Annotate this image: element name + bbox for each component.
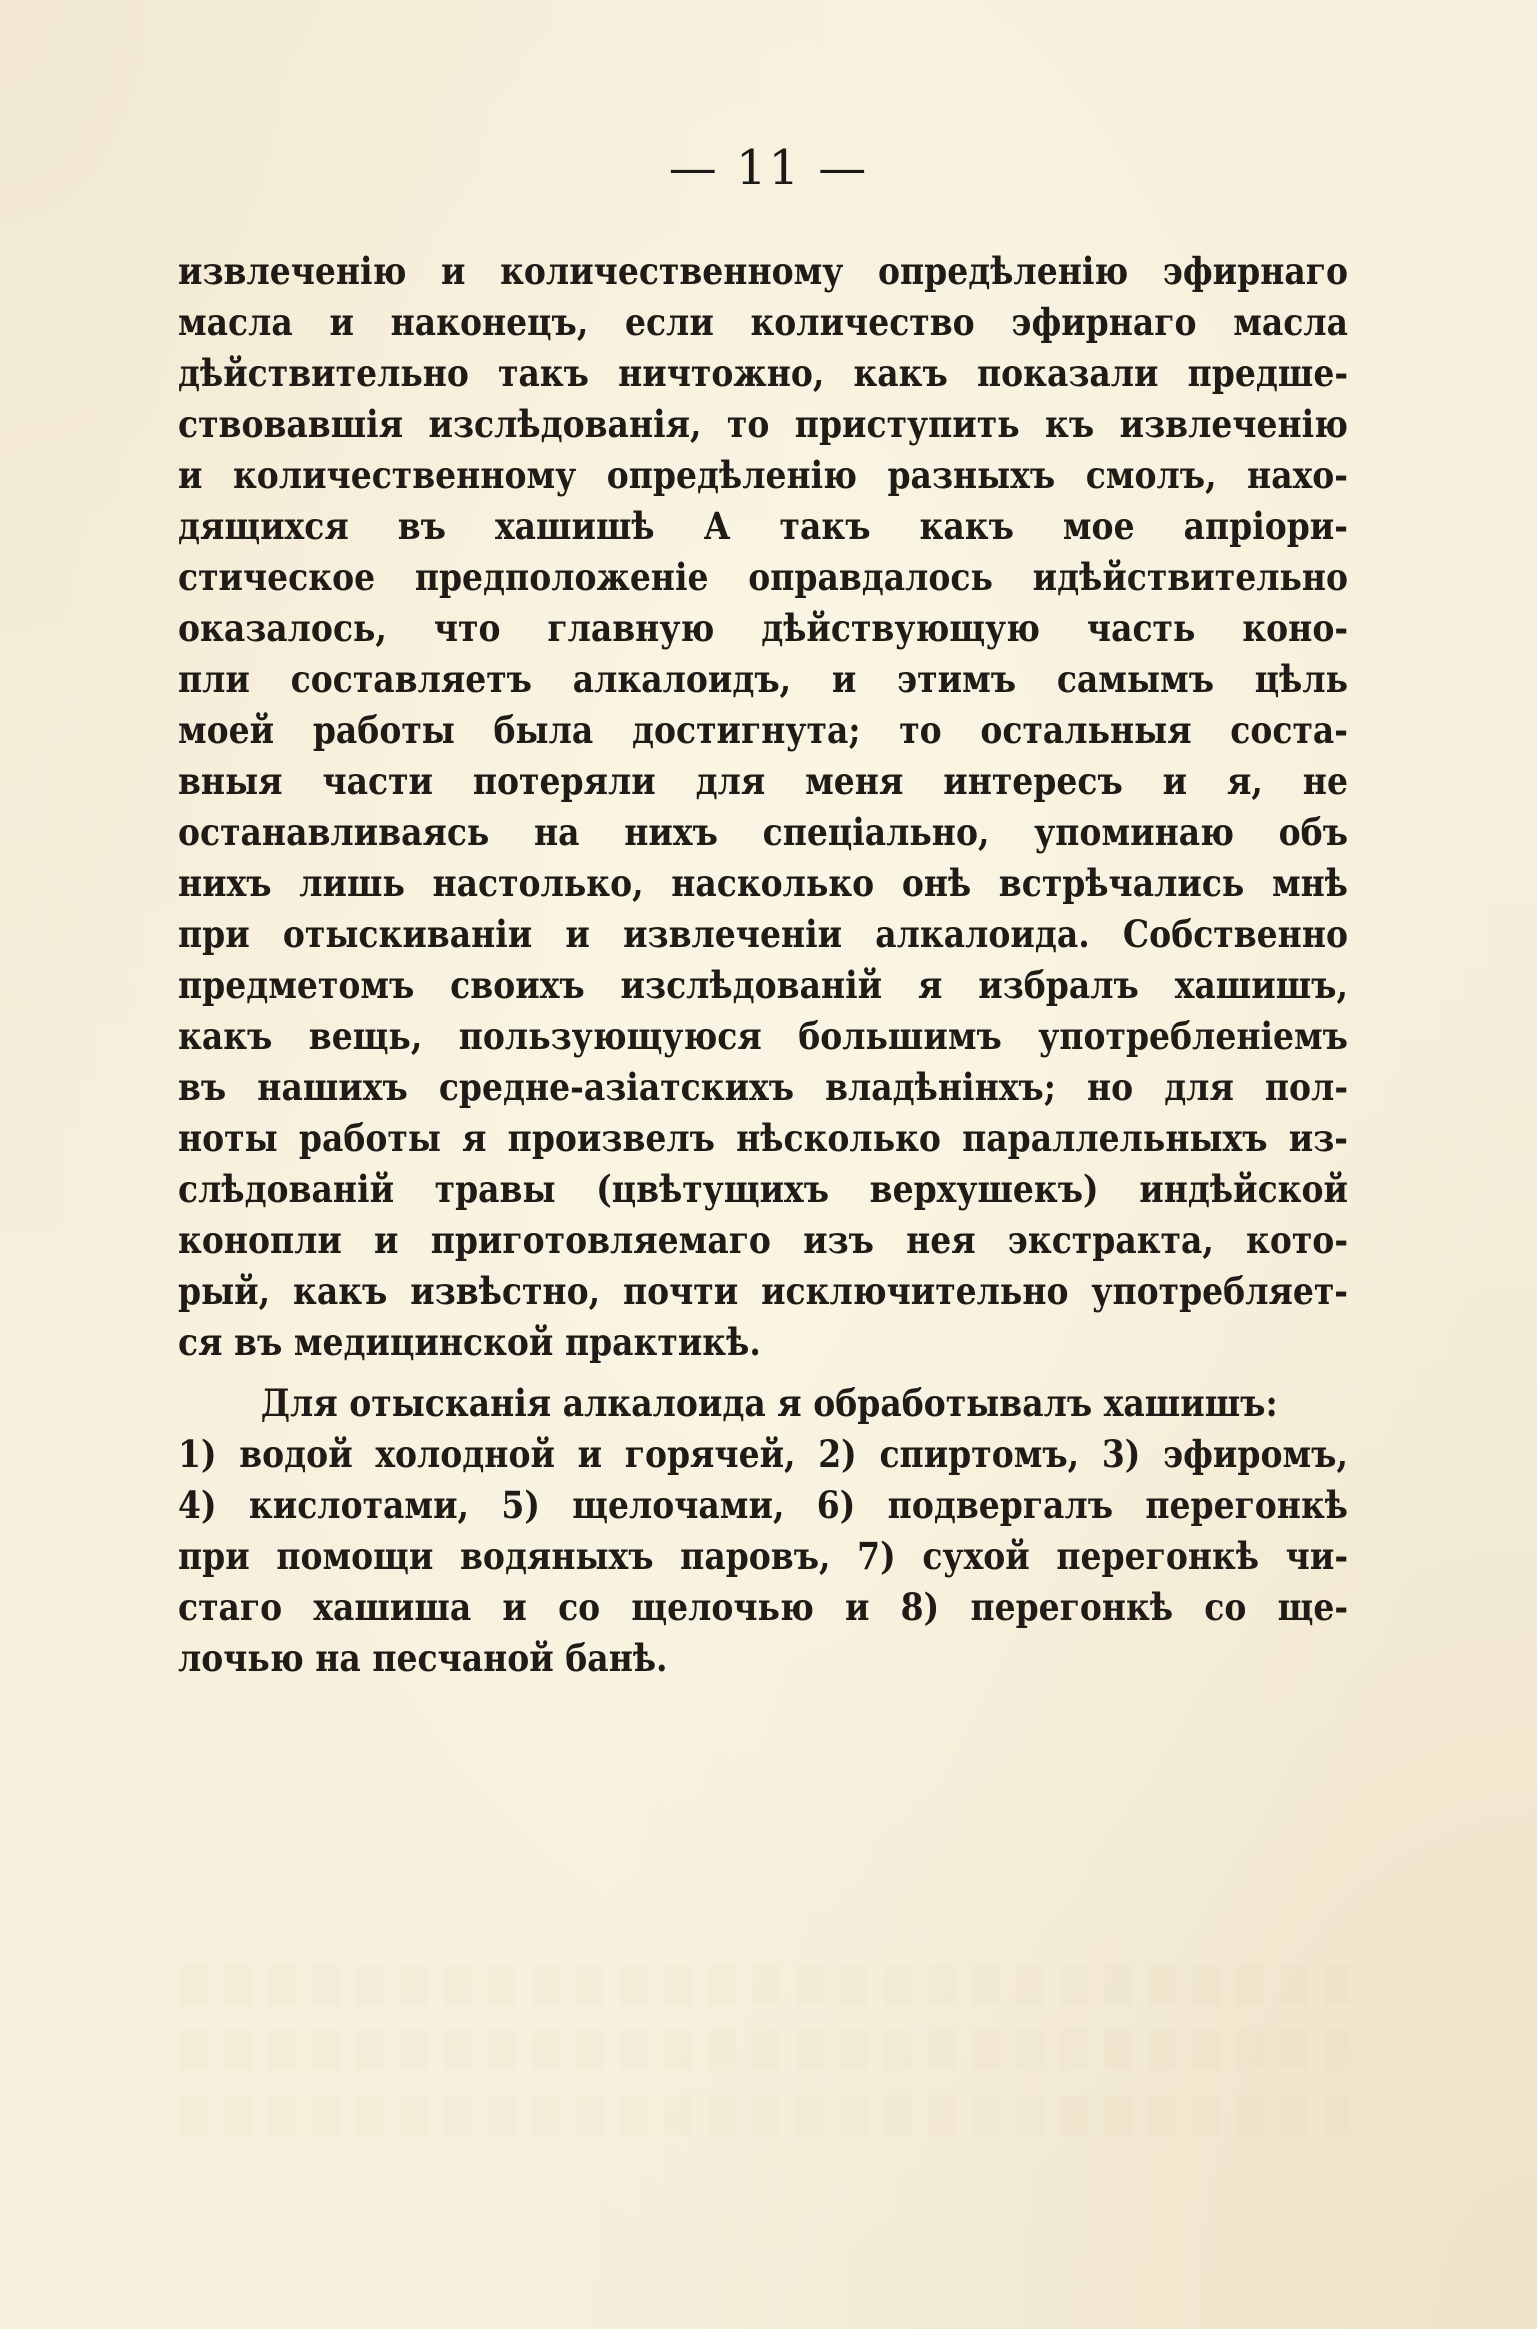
word: мнѣ [1271, 861, 1348, 905]
word: предше- [1187, 351, 1349, 395]
word: оправдалось [748, 555, 993, 599]
word: приготовляемаго [430, 1218, 771, 1262]
word: нѣсколько [736, 1116, 941, 1160]
show-through-bleed [180, 2095, 1350, 2135]
word: произвелъ [507, 1116, 715, 1160]
word: онѣ [901, 861, 972, 905]
word: алкалоидъ, [572, 657, 792, 701]
word: Собственно [1122, 912, 1348, 956]
word: эфирнаго [1162, 249, 1349, 293]
word: исключительно [761, 1269, 1069, 1313]
word: достигнута; [631, 708, 861, 752]
word: работы [298, 1116, 441, 1160]
word: я [777, 1381, 802, 1425]
paragraph-1 [178, 246, 1348, 1368]
word: опредѣленію [877, 249, 1129, 293]
word: часть [1086, 606, 1196, 650]
word: паровъ, [680, 1534, 831, 1578]
word: была [493, 708, 594, 752]
word: щелочью [631, 1585, 814, 1629]
word: холодной [375, 1432, 555, 1476]
word: то [899, 708, 942, 752]
word: меня [805, 759, 904, 803]
text-line [178, 1531, 1348, 1582]
word: настолько, [432, 861, 644, 905]
text-line [178, 1164, 1348, 1215]
word: апріори- [1183, 504, 1348, 548]
word: и [577, 1432, 603, 1476]
word: на [315, 1636, 361, 1680]
word: и [329, 300, 354, 344]
text-line [178, 705, 1348, 756]
word: такъ [779, 504, 871, 548]
word: кислотами, [248, 1483, 470, 1527]
word: лишь [299, 861, 405, 905]
word: количественному [500, 249, 844, 293]
word: при [178, 912, 250, 956]
word: и [441, 249, 466, 293]
word: водой [239, 1432, 353, 1476]
text-line [178, 909, 1348, 960]
word: спиртомъ, [879, 1432, 1080, 1476]
word: извлеченію [178, 249, 407, 293]
word: почти [622, 1269, 739, 1313]
word: хашиша [313, 1585, 472, 1629]
word: остальныя [980, 708, 1192, 752]
word: извлеченіи [623, 912, 843, 956]
word: въ [178, 1065, 227, 1109]
word: масла [1233, 300, 1348, 344]
word: помощи [276, 1534, 434, 1578]
word: отыскиваніи [282, 912, 533, 956]
word: ся [178, 1320, 223, 1364]
word: и [844, 1585, 870, 1629]
show-through-bleed [180, 2030, 1350, 2070]
word: вныя [178, 759, 283, 803]
word: 5) [501, 1483, 540, 1527]
word: для [695, 759, 766, 803]
text-line [178, 1633, 1348, 1684]
word: какъ [292, 1269, 388, 1313]
word: если [624, 300, 714, 344]
word: ще- [1277, 1585, 1349, 1629]
word: перегонкѣ [1145, 1483, 1349, 1527]
word: своихъ [450, 963, 585, 1007]
word: идѣйствительно [1032, 555, 1349, 599]
word: А [703, 504, 731, 548]
word: эфиромъ, [1163, 1432, 1348, 1476]
text-line [178, 858, 1348, 909]
page-number: — 11 — [668, 140, 869, 196]
word: то [726, 402, 770, 446]
text-line [178, 1429, 1348, 1480]
word: сухой [922, 1534, 1030, 1578]
word: смолъ, [1085, 453, 1217, 497]
word: хашишѣ [494, 504, 655, 548]
word: перегонкѣ [1056, 1534, 1260, 1578]
word: но [1086, 1065, 1134, 1109]
body-text [178, 246, 1348, 1684]
word: перегонкѣ [970, 1585, 1174, 1629]
word: моей [178, 708, 275, 752]
word: извѣстно, [410, 1269, 601, 1313]
word: какъ [919, 504, 1014, 548]
word: части [322, 759, 434, 803]
word: алкалоида. [875, 912, 1090, 956]
text-line [178, 1215, 1348, 1266]
text-line [178, 1011, 1348, 1062]
word: оказалось, [178, 606, 387, 650]
word: травы [434, 1167, 556, 1211]
word: работы [312, 708, 455, 752]
word: средне-азіатскихъ [438, 1065, 795, 1109]
text-line [178, 348, 1348, 399]
text-line [178, 552, 1348, 603]
word: къ [1045, 402, 1095, 446]
word: песчаной [372, 1636, 554, 1680]
word: я, [1227, 759, 1263, 803]
word: мое [1062, 504, 1135, 548]
word: главную [547, 606, 715, 650]
text-line [178, 756, 1348, 807]
word: и [1162, 759, 1188, 803]
word: большимъ [798, 1014, 1002, 1058]
word: наконецъ, [390, 300, 589, 344]
word: нихъ [624, 810, 718, 854]
word: предметомъ [178, 963, 415, 1007]
word: эфирнаго [1011, 300, 1197, 344]
word: самымъ [1056, 657, 1215, 701]
text-line [178, 1113, 1348, 1164]
word: показали [976, 351, 1159, 395]
word: ноты [178, 1116, 278, 1160]
word: пол- [1264, 1065, 1349, 1109]
word: разныхъ [887, 453, 1056, 497]
text-line [178, 603, 1348, 654]
word: спеціально, [762, 810, 990, 854]
word: и [178, 453, 203, 497]
word: параллельныхъ [962, 1116, 1268, 1160]
text-line [178, 297, 1348, 348]
word: дящихся [178, 504, 349, 548]
word: избралъ [978, 963, 1139, 1007]
word: приступить [794, 402, 1020, 446]
word: экстракта, [1007, 1218, 1214, 1262]
word: этимъ [897, 657, 1017, 701]
word: хашишъ, [1174, 963, 1348, 1007]
word: изслѣдованія, [428, 402, 702, 446]
word: ничтожно, [618, 351, 825, 395]
word: при [178, 1534, 250, 1578]
text-line [178, 1582, 1348, 1633]
word: и [831, 657, 857, 701]
word: подвергалъ [887, 1483, 1114, 1527]
word: 8) [900, 1585, 940, 1629]
word: останавливаясь [178, 810, 490, 854]
word: интересъ [943, 759, 1123, 803]
word: медицинской [293, 1320, 554, 1364]
word: со [558, 1585, 601, 1629]
text-line [178, 1062, 1348, 1113]
word: стаго [178, 1585, 283, 1629]
word: и [502, 1585, 527, 1629]
word: стическое [178, 555, 376, 599]
text-line [178, 1266, 1348, 1317]
word: я [917, 963, 943, 1007]
show-through-bleed [180, 1965, 1350, 2005]
word: со [1204, 1585, 1247, 1629]
word: ствовавшія [178, 402, 404, 446]
word: из- [1288, 1116, 1348, 1160]
word: банѣ. [565, 1636, 668, 1680]
word: количество [750, 300, 975, 344]
word: на [534, 810, 580, 854]
word: дѣйствующую [761, 606, 1041, 650]
word: 2) [818, 1432, 857, 1476]
word: индѣйской [1139, 1167, 1349, 1211]
text-line [178, 960, 1348, 1011]
word: хашишъ: [1103, 1381, 1278, 1425]
word: обработывалъ [813, 1381, 1093, 1425]
word: 7) [857, 1534, 896, 1578]
word: что [433, 606, 501, 650]
word: извлеченію [1119, 402, 1349, 446]
word: предположеніе [414, 555, 709, 599]
word: 1) [178, 1432, 217, 1476]
word: конопли [178, 1218, 342, 1262]
word: практикѣ. [564, 1320, 761, 1364]
word: (цвѣтущихъ [596, 1167, 830, 1211]
word: какъ [853, 351, 948, 395]
word: количественному [232, 453, 577, 497]
word: я [462, 1116, 487, 1160]
text-line [178, 450, 1348, 501]
word: нихъ [178, 861, 272, 905]
word: масла [178, 300, 293, 344]
text-line [178, 501, 1348, 552]
word: объ [1278, 810, 1349, 854]
word: 3) [1101, 1432, 1141, 1476]
word: цѣль [1254, 657, 1349, 701]
word: слѣдованій [178, 1167, 395, 1211]
text-line [178, 399, 1348, 450]
word: такъ [498, 351, 590, 395]
word: какъ [178, 1014, 273, 1058]
word: лочью [178, 1636, 304, 1680]
word: для [1164, 1065, 1234, 1109]
word: 6) [816, 1483, 856, 1527]
word: дѣйствительно [178, 351, 469, 395]
text-line [178, 1317, 1348, 1368]
word: составляетъ [290, 657, 532, 701]
word: кото- [1246, 1218, 1349, 1262]
word: употребляет- [1091, 1269, 1348, 1313]
word: потеряли [472, 759, 656, 803]
word: не [1302, 759, 1348, 803]
word: упоминаю [1034, 810, 1234, 854]
word: изъ [803, 1218, 874, 1262]
word: и [565, 912, 590, 956]
word: чи- [1285, 1534, 1349, 1578]
word: горячей, [624, 1432, 796, 1476]
word: нея [906, 1218, 976, 1262]
word: въ [234, 1320, 283, 1364]
text-line [178, 1480, 1348, 1531]
text-line [178, 1378, 1348, 1429]
word: соста- [1230, 708, 1349, 752]
word: Для [260, 1381, 338, 1425]
text-line [178, 807, 1348, 858]
word: изслѣдованій [620, 963, 883, 1007]
paragraph-2 [178, 1378, 1348, 1684]
word: встрѣчались [998, 861, 1245, 905]
word: владѣнінхъ; [825, 1065, 1056, 1109]
word: щелочами, [572, 1483, 785, 1527]
word: 4) [178, 1483, 217, 1527]
word: насколько [671, 861, 875, 905]
word: опредѣленію [606, 453, 858, 497]
word: верхушекъ) [869, 1167, 1099, 1211]
paragraph-gap [178, 1368, 1348, 1378]
word: въ [397, 504, 446, 548]
word: водяныхъ [459, 1534, 654, 1578]
word: вещь, [308, 1014, 423, 1058]
word: отысканія [349, 1381, 552, 1425]
word: нашихъ [257, 1065, 408, 1109]
word: коно- [1242, 606, 1349, 650]
word: рый, [178, 1269, 271, 1313]
text-line [178, 246, 1348, 297]
word: пли [178, 657, 250, 701]
word: пользующуюся [458, 1014, 762, 1058]
word: употребленіемъ [1038, 1014, 1348, 1058]
word: и [374, 1218, 399, 1262]
word: нахо- [1247, 453, 1348, 497]
text-line [178, 654, 1348, 705]
word: алкалоида [562, 1381, 766, 1425]
